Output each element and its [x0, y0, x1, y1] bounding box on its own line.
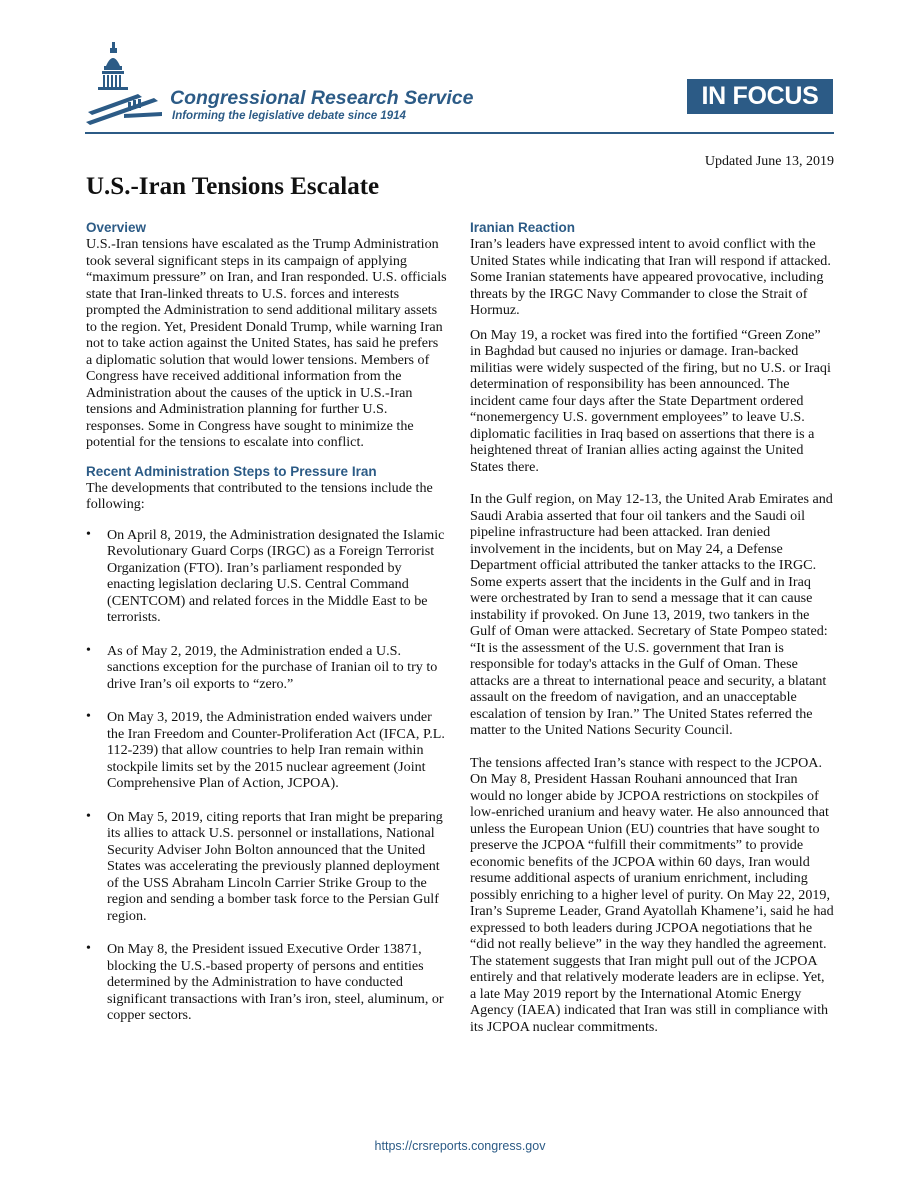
right-column	[470, 219, 834, 1043]
list-item: • On April 8, 2019, the Administration designated the Islamic Revolutionary Guard Corps (IRGC) as a Foreign Terrorist Organization (FTO). Iran’s parliament responded by enacting legislation declaring U.S. Central Command (CENTCOM) and related forces in the Middle East to be terrorists.	[86, 527, 448, 626]
list-item: • On May 8, the President issued Executive Order 13871, blocking the U.S.-based property of persons and entities determined by the Administration to have conducted significant transactions with Iran’s iron, steel, aluminum, or copper sectors.	[86, 941, 448, 1024]
org-tagline: Informing the legislative debate since 1914	[172, 110, 406, 122]
reaction-paragraph: Iran’s leaders have expressed intent to avoid conflict with the United States while indicating that Iran will respond if attacked. Some Iranian statements have appeared provocative, including threats by the IRGC Navy Commander to close the Strait of Hormuz.	[470, 236, 831, 318]
org-name: Congressional Research Service	[170, 87, 474, 109]
steps-list	[86, 527, 448, 1024]
footer-url[interactable]: https://crsreports.congress.gov	[374, 1139, 546, 1153]
jcpoa-paragraph: The tensions affected Iran’s stance with respect to the JCPOA. On May 8, President Hassan Rouhani announced that Iran would no longer abide by JCPOA restrictions on stockpiles of low-enriched uranium and heavy water. He also announced that unless the European Union (EU) countries that have sought to preserve the JCPOA “fulfill their commitments” to provide economic benefits of the JCPOA within 60 days, Iran would resume additional aspects of uranium enrichment, including possibly enriching to a higher level of purity. On May 22, 2019, Iran’s Supreme Leader, Grand Ayatollah Khamene’i, said he had expressed to both leaders during JCPOA negotiations that he “did not really believe” in the way they handled the agreement. The statement suggests that Iran might pull out of the JCPOA entirely and that relatively moderate leaders are in eclipse. Yet, a late May 2019 report by the International Atomic Energy Agency (IAEA) indicated that Iran was still in compliance with its JCPOA nuclear commitments.	[470, 754, 834, 1035]
updated-date: Updated June 13, 2019	[704, 154, 834, 169]
left-column	[86, 219, 448, 1041]
reaction-heading: Iranian Reaction	[470, 220, 576, 235]
list-item: • As of May 2, 2019, the Administration ended a U.S. sanctions exception for the purchase of Iranian oil to try to drive Iran’s oil exports to “zero.”	[86, 643, 448, 693]
steps-heading: Recent Administration Steps to Pressure Iran	[86, 463, 377, 479]
list-item: • On May 5, 2019, citing reports that Iran might be preparing its allies to attack U.S. personnel or installations, National Security Adviser John Bolton announced that the United States was accelerating the previously planned deployment of the USS Abraham Lincoln Carrier Strike Group to the region and sending a bomber task force to the Persian Gulf region.	[86, 809, 448, 925]
page-title: U.S.-Iran Tensions Escalate	[86, 173, 380, 200]
capitol-dome-icon	[84, 42, 164, 132]
steps-intro: The developments that contributed to the tensions include the following:	[86, 479, 433, 512]
in-focus-badge: IN FOCUS	[687, 79, 833, 114]
overview-heading: Overview	[86, 220, 147, 235]
list-item: • On May 3, 2019, the Administration ended waivers under the Iran Freedom and Counter-Proliferation Act (IFCA, P.L. 112-239) that allow countries to help Iran remain within stockpile limits set by the 2015 nuclear agreement (Joint Comprehensive Plan of Action, JCPOA).	[86, 709, 448, 792]
gulf-paragraph: In the Gulf region, on May 12-13, the United Arab Emirates and Saudi Arabia asserted that four oil tankers and the Saudi oil pipeline infrastructure had been attacked. Iran denied involvement in the incidents, but on May 24, a Defense Department official attributed the tanker attacks to the IRGC. Some experts assert that the incidents in the Gulf and in Iraq were orchestrated by Iran to send a message that it can cause instability if provoked. On June 13, 2019, two tankers in the Gulf of Oman were attacked. Secretary of State Pompeo stated: “It is the assessment of the U.S. government that Iran is responsible for today's attacks in the Gulf of Oman. These attacks are a threat to international peace and security, a blatant assault on the freedom of navigation, and an unacceptable escalation of tension by Iran.” The United States referred the matter to the United Nations Security Council.	[470, 491, 833, 738]
overview-paragraph: U.S.-Iran tensions have escalated as the Trump Administration took several significant steps in its campaign of applying “maximum pressure” on Iran, and Iran responded. U.S. officials state that Iran-linked threats to U.S. forces and interests prompted the Administration to send additional military assets to the region. Yet, President Donald Trump, while warning Iran not to take action against the United States, has said he prefers a diplomatic solution that would lower tensions. Members of Congress have received additional information from the Administration about the causes of the uptick in U.S.-Iran tensions and Administration planning for further U.S. responses. Some in Congress have sought to minimize the potential for the tensions to escalate into conflict.	[86, 236, 447, 450]
header-rule	[85, 132, 834, 134]
green-zone-paragraph: On May 19, a rocket was fired into the fortified “Green Zone” in Baghdad but caused no injuries or damage. Iran-backed militias were widely suspected of the firing, but no U.S. or Iraqi determination of responsibility has been announced. The incident came four days after the State Department ordered “nonemergency U.S. government employees” to leave U.S. diplomatic facilities in Iraq based on assertions that there is a heightened threat of Iranian allies acting against the United States there.	[470, 326, 831, 475]
